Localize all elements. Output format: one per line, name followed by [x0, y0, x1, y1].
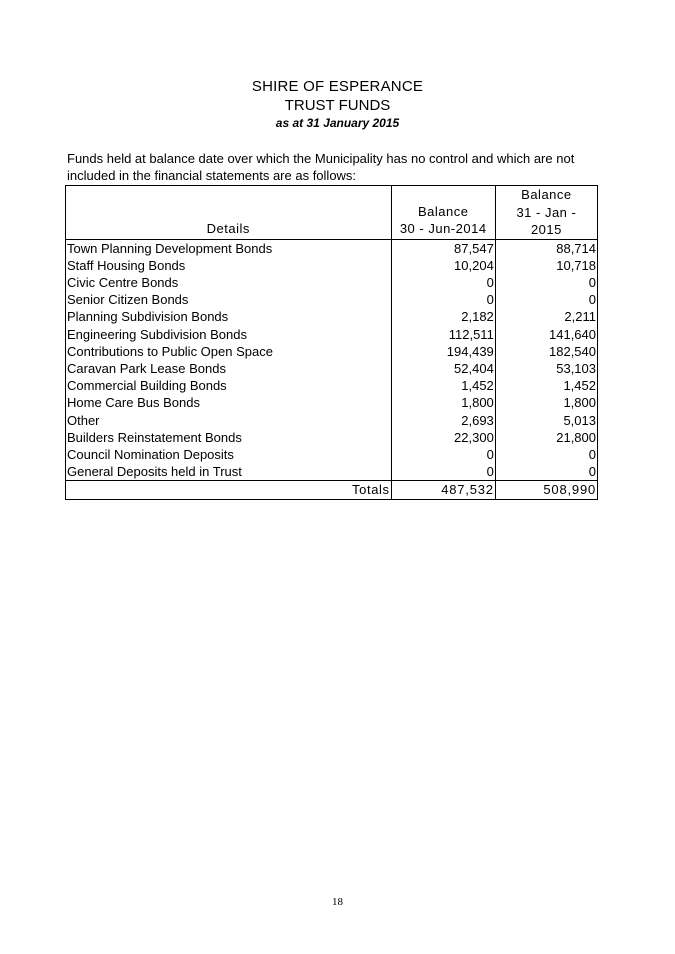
row-balance-jan-2015: 0: [495, 463, 597, 481]
trust-funds-table: [65, 185, 598, 500]
col-header-b2-line1: Balance: [521, 187, 572, 202]
table-row: [66, 326, 598, 343]
row-balance-jun-2014: 2,182: [391, 308, 495, 325]
table-row: [66, 274, 598, 291]
row-balance-jan-2015: 182,540: [495, 343, 597, 360]
row-balance-jun-2014: 1,452: [391, 377, 495, 394]
row-balance-jan-2015: 2,211: [495, 308, 597, 325]
table-row: [66, 291, 598, 308]
row-details: General Deposits held in Trust: [67, 464, 242, 480]
col-header-b2-line2: 31 - Jan -: [516, 204, 577, 220]
row-balance-jan-2015: 1,452: [495, 377, 597, 394]
row-balance-jun-2014: 52,404: [391, 360, 495, 377]
row-balance-jan-2015: 10,718: [495, 257, 597, 274]
row-balance-jun-2014: 22,300: [391, 429, 495, 446]
row-details: Home Care Bus Bonds: [67, 395, 200, 411]
row-details: Council Nomination Deposits: [67, 446, 234, 462]
row-balance-jun-2014: 10,204: [391, 257, 495, 274]
table-row: [66, 377, 598, 394]
row-details: Town Planning Development Bonds: [67, 240, 273, 256]
totals-label: Totals: [66, 481, 392, 499]
row-balance-jun-2014: 0: [391, 446, 495, 463]
row-details: Planning Subdivision Bonds: [67, 309, 229, 325]
row-details: Engineering Subdivision Bonds: [67, 326, 247, 342]
row-balance-jun-2014: 112,511: [391, 326, 495, 343]
row-balance-jan-2015: 21,800: [495, 429, 597, 446]
totals-row: [66, 481, 598, 499]
table-row: [66, 360, 598, 377]
table-row: [66, 412, 598, 429]
row-balance-jun-2014: 0: [391, 291, 495, 308]
row-details: Civic Centre Bonds: [67, 274, 179, 290]
table-row: [66, 308, 598, 325]
table-row: [66, 429, 598, 446]
row-balance-jan-2015: 53,103: [495, 360, 597, 377]
row-balance-jun-2014: 194,439: [391, 343, 495, 360]
row-details: Contributions to Public Open Space: [67, 343, 273, 359]
row-details: Commercial Building Bonds: [67, 378, 227, 394]
row-balance-jan-2015: 0: [495, 291, 597, 308]
row-details: Caravan Park Lease Bonds: [67, 360, 226, 376]
page-subtitle: as at 31 January 2015: [275, 116, 400, 130]
table-row: [66, 257, 598, 274]
row-balance-jan-2015: 1,800: [495, 394, 597, 411]
row-balance-jan-2015: 88,714: [495, 239, 597, 257]
page-number: 18: [332, 896, 343, 908]
table-row: [66, 463, 598, 481]
table-header-row: [66, 186, 598, 240]
table-row: [66, 394, 598, 411]
col-header-details: Details: [66, 186, 392, 240]
totals-balance-jan-2015: 508,990: [495, 481, 597, 499]
col-header-balance-jan-2015: [495, 186, 597, 240]
col-header-b2-line3: 2015: [530, 222, 562, 237]
row-balance-jan-2015: 141,640: [495, 326, 597, 343]
org-name: SHIRE OF ESPERANCE: [251, 78, 424, 95]
row-details: Other: [67, 412, 100, 428]
row-balance-jan-2015: 0: [495, 446, 597, 463]
col-header-balance-jun-2014: [391, 186, 495, 240]
col-header-b1-line2: 30 - Jun-2014: [399, 221, 487, 237]
row-details: Staff Housing Bonds: [67, 257, 186, 273]
table-row: [66, 239, 598, 257]
row-details: Senior Citizen Bonds: [67, 292, 189, 308]
row-balance-jun-2014: 87,547: [391, 239, 495, 257]
table-row: [66, 446, 598, 463]
row-balance-jun-2014: 0: [391, 463, 495, 481]
row-details: Builders Reinstatement Bonds: [67, 429, 242, 445]
row-balance-jan-2015: 5,013: [495, 412, 597, 429]
intro-text: Funds held at balance date over which the Municipality has no control and which are not included in the financial statements are as follows:: [67, 151, 575, 183]
row-balance-jun-2014: 1,800: [391, 394, 495, 411]
page-title: TRUST FUNDS: [284, 97, 391, 114]
row-balance-jun-2014: 2,693: [391, 412, 495, 429]
table-row: [66, 343, 598, 360]
row-balance-jan-2015: 0: [495, 274, 597, 291]
row-balance-jun-2014: 0: [391, 274, 495, 291]
col-header-b1-line1: Balance: [417, 204, 469, 220]
totals-balance-jun-2014: 487,532: [391, 481, 495, 499]
